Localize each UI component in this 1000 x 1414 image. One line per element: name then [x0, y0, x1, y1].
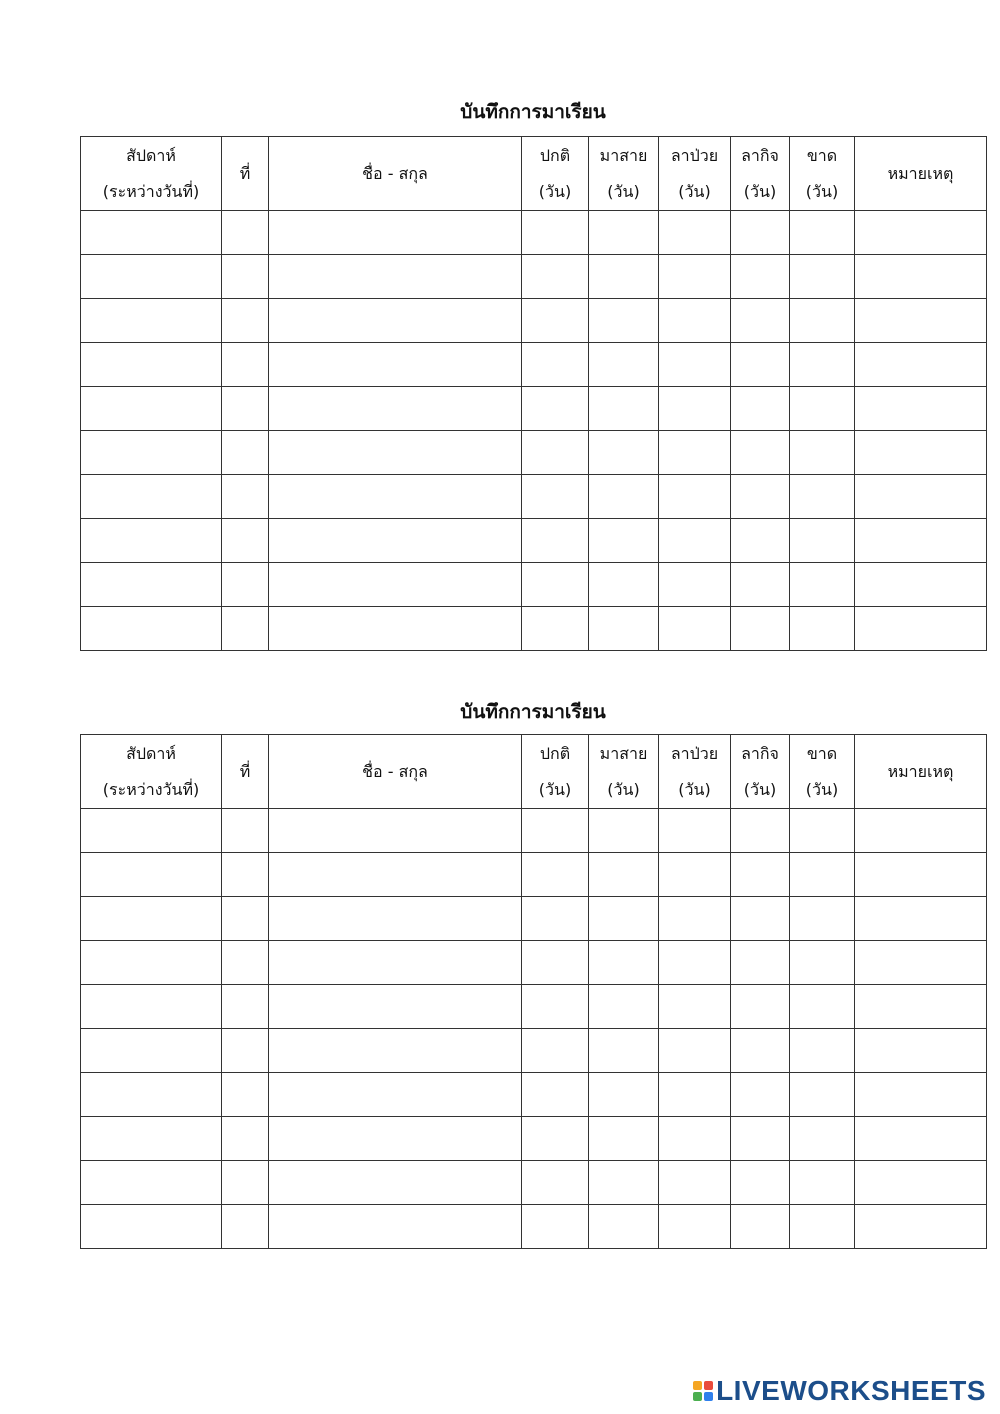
table-cell[interactable]: [269, 1073, 522, 1117]
table-cell[interactable]: [790, 387, 855, 431]
table-cell[interactable]: [855, 475, 987, 519]
table-cell[interactable]: [589, 607, 659, 651]
table-cell[interactable]: [522, 387, 589, 431]
table-row: [81, 519, 987, 563]
table-cell[interactable]: [522, 1161, 589, 1205]
table-cell[interactable]: [522, 809, 589, 853]
table-cell[interactable]: [522, 985, 589, 1029]
header-absent: ขาด (วัน): [790, 137, 855, 211]
table-cell[interactable]: [81, 255, 222, 299]
table-cell[interactable]: [855, 1161, 987, 1205]
table-cell[interactable]: [222, 897, 269, 941]
table-cell[interactable]: [269, 431, 522, 475]
table-cell[interactable]: [81, 985, 222, 1029]
table-cell[interactable]: [731, 897, 790, 941]
header-late: มาสาย (วัน): [589, 735, 659, 809]
table-cell[interactable]: [731, 985, 790, 1029]
table-cell[interactable]: [222, 985, 269, 1029]
logo-square: [693, 1381, 702, 1390]
header-personal-leave: ลากิจ (วัน): [731, 137, 790, 211]
table-cell[interactable]: [855, 1073, 987, 1117]
table-cell[interactable]: [589, 519, 659, 563]
header-personal-leave: ลากิจ (วัน): [731, 735, 790, 809]
table-cell[interactable]: [790, 343, 855, 387]
table-cell[interactable]: [522, 1205, 589, 1249]
table-cell[interactable]: [269, 343, 522, 387]
table-cell[interactable]: [81, 475, 222, 519]
table-cell[interactable]: [659, 387, 731, 431]
table-row: [81, 255, 987, 299]
table-cell[interactable]: [855, 387, 987, 431]
table-cell[interactable]: [659, 255, 731, 299]
table-cell[interactable]: [222, 343, 269, 387]
table-cell[interactable]: [81, 1029, 222, 1073]
table-cell[interactable]: [269, 299, 522, 343]
table-cell[interactable]: [589, 1161, 659, 1205]
table-cell[interactable]: [790, 563, 855, 607]
table-cell[interactable]: [269, 941, 522, 985]
table-row: [81, 1161, 987, 1205]
table-cell[interactable]: [589, 387, 659, 431]
table-cell[interactable]: [81, 343, 222, 387]
table-cell[interactable]: [522, 897, 589, 941]
table-row: [81, 1205, 987, 1249]
table-cell[interactable]: [81, 1161, 222, 1205]
table-cell[interactable]: [522, 607, 589, 651]
table-cell[interactable]: [269, 211, 522, 255]
table-cell[interactable]: [589, 897, 659, 941]
table-cell[interactable]: [659, 1073, 731, 1117]
table-cell[interactable]: [731, 211, 790, 255]
table-cell[interactable]: [790, 1205, 855, 1249]
table-cell[interactable]: [790, 1161, 855, 1205]
table-cell[interactable]: [855, 563, 987, 607]
table-row: [81, 475, 987, 519]
table-cell[interactable]: [269, 387, 522, 431]
table-cell[interactable]: [81, 519, 222, 563]
table-cell[interactable]: [731, 519, 790, 563]
table-cell[interactable]: [222, 563, 269, 607]
table-cell[interactable]: [222, 607, 269, 651]
table-cell[interactable]: [790, 985, 855, 1029]
table-row: [81, 985, 987, 1029]
table-cell[interactable]: [790, 211, 855, 255]
brand-text: LIVEWORKSHEETS: [716, 1375, 986, 1406]
header-name: ชื่อ - สกุล: [269, 137, 522, 211]
table-row: [81, 563, 987, 607]
table-cell[interactable]: [659, 607, 731, 651]
table-cell[interactable]: [855, 211, 987, 255]
header-sick-leave: ลาป่วย (วัน): [659, 137, 731, 211]
table-body: [81, 809, 987, 1249]
table-cell[interactable]: [659, 563, 731, 607]
table-cell[interactable]: [855, 897, 987, 941]
header-row: [81, 735, 987, 809]
table-cell[interactable]: [790, 809, 855, 853]
table-cell[interactable]: [790, 897, 855, 941]
table-cell[interactable]: [222, 1205, 269, 1249]
table-cell[interactable]: [659, 519, 731, 563]
table-cell[interactable]: [81, 299, 222, 343]
table-cell[interactable]: [731, 563, 790, 607]
table-cell[interactable]: [659, 211, 731, 255]
table-cell[interactable]: [522, 1073, 589, 1117]
table-cell[interactable]: [589, 299, 659, 343]
table-row: [81, 1117, 987, 1161]
table-cell[interactable]: [222, 431, 269, 475]
attendance-table: [80, 136, 987, 651]
attendance-table: [80, 734, 987, 1249]
table-cell[interactable]: [731, 1205, 790, 1249]
table-cell[interactable]: [269, 519, 522, 563]
table-cell[interactable]: [269, 897, 522, 941]
table-cell[interactable]: [522, 255, 589, 299]
table-cell[interactable]: [855, 809, 987, 853]
table-cell[interactable]: [222, 299, 269, 343]
table-cell[interactable]: [522, 475, 589, 519]
table-cell[interactable]: [222, 1161, 269, 1205]
table-cell[interactable]: [790, 519, 855, 563]
table-cell[interactable]: [855, 853, 987, 897]
table-cell[interactable]: [81, 897, 222, 941]
table-cell[interactable]: [222, 941, 269, 985]
table-row: [81, 431, 987, 475]
table-cell[interactable]: [659, 853, 731, 897]
table-row: [81, 607, 987, 651]
table-cell[interactable]: [522, 563, 589, 607]
table-cell[interactable]: [790, 607, 855, 651]
header-row: [81, 137, 987, 211]
table-cell[interactable]: [81, 853, 222, 897]
table-cell[interactable]: [855, 255, 987, 299]
table-cell[interactable]: [269, 985, 522, 1029]
table-cell[interactable]: [222, 387, 269, 431]
table-cell[interactable]: [81, 1117, 222, 1161]
table-cell[interactable]: [81, 1205, 222, 1249]
table-cell[interactable]: [522, 1029, 589, 1073]
table-cell[interactable]: [522, 299, 589, 343]
table-cell[interactable]: [659, 475, 731, 519]
table-cell[interactable]: [589, 1029, 659, 1073]
liveworksheets-brand: [693, 1374, 986, 1408]
table-row: [81, 853, 987, 897]
table-cell[interactable]: [522, 343, 589, 387]
table-cell[interactable]: [81, 431, 222, 475]
table-cell[interactable]: [81, 211, 222, 255]
table-cell[interactable]: [659, 941, 731, 985]
header-number: ที่: [222, 735, 269, 809]
table-cell[interactable]: [790, 1029, 855, 1073]
table-cell[interactable]: [269, 563, 522, 607]
table-cell[interactable]: [522, 941, 589, 985]
table-cell[interactable]: [222, 1073, 269, 1117]
table-cell[interactable]: [855, 1029, 987, 1073]
table-cell[interactable]: [589, 431, 659, 475]
table-cell[interactable]: [731, 255, 790, 299]
header-remark: หมายเหตุ: [855, 735, 987, 809]
table-cell[interactable]: [790, 1117, 855, 1161]
table-cell[interactable]: [222, 519, 269, 563]
table-cell[interactable]: [269, 1161, 522, 1205]
table-row: [81, 897, 987, 941]
table-cell[interactable]: [731, 809, 790, 853]
table-body: [81, 211, 987, 651]
header-late: มาสาย (วัน): [589, 137, 659, 211]
header-week: สัปดาห์ (ระหว่างวันที่): [81, 137, 222, 211]
table-cell[interactable]: [855, 941, 987, 985]
table-cell[interactable]: [589, 1205, 659, 1249]
table-cell[interactable]: [222, 1117, 269, 1161]
table-cell[interactable]: [790, 853, 855, 897]
table-row: [81, 211, 987, 255]
table-row: [81, 343, 987, 387]
logo-square: [693, 1392, 702, 1401]
table-cell[interactable]: [659, 1161, 731, 1205]
table-cell[interactable]: [589, 809, 659, 853]
logo-square: [704, 1381, 713, 1390]
table-cell[interactable]: [855, 299, 987, 343]
table-cell[interactable]: [855, 343, 987, 387]
table-cell[interactable]: [731, 1117, 790, 1161]
table-cell[interactable]: [522, 519, 589, 563]
table-cell[interactable]: [81, 387, 222, 431]
table-cell[interactable]: [659, 1029, 731, 1073]
table-cell[interactable]: [589, 211, 659, 255]
table-cell[interactable]: [731, 941, 790, 985]
table-cell[interactable]: [659, 343, 731, 387]
header-number: ที่: [222, 137, 269, 211]
table-cell[interactable]: [222, 255, 269, 299]
table-cell[interactable]: [731, 1073, 790, 1117]
table-cell[interactable]: [731, 1029, 790, 1073]
table-cell[interactable]: [731, 1161, 790, 1205]
table-cell[interactable]: [855, 1205, 987, 1249]
header-name: ชื่อ - สกุล: [269, 735, 522, 809]
table-cell[interactable]: [81, 563, 222, 607]
table-cell[interactable]: [659, 1205, 731, 1249]
header-sick-leave: ลาป่วย (วัน): [659, 735, 731, 809]
table-cell[interactable]: [522, 211, 589, 255]
table-cell[interactable]: [81, 607, 222, 651]
logo-square: [704, 1392, 713, 1401]
table-row: [81, 299, 987, 343]
table-cell[interactable]: [790, 299, 855, 343]
table-row: [81, 1073, 987, 1117]
header-normal: ปกติ (วัน): [522, 137, 589, 211]
table-cell[interactable]: [731, 387, 790, 431]
table-cell[interactable]: [659, 985, 731, 1029]
table-cell[interactable]: [81, 1073, 222, 1117]
table-cell[interactable]: [731, 431, 790, 475]
table-cell[interactable]: [269, 607, 522, 651]
table-cell[interactable]: [731, 607, 790, 651]
header-remark: หมายเหตุ: [855, 137, 987, 211]
table-cell[interactable]: [790, 941, 855, 985]
table-cell[interactable]: [222, 211, 269, 255]
table-cell[interactable]: [522, 1117, 589, 1161]
table-cell[interactable]: [659, 809, 731, 853]
table-cell[interactable]: [222, 809, 269, 853]
header-normal: ปกติ (วัน): [522, 735, 589, 809]
liveworksheets-logo-icon: [693, 1381, 713, 1401]
table-cell[interactable]: [589, 853, 659, 897]
table-cell[interactable]: [731, 299, 790, 343]
header-week: สัปดาห์ (ระหว่างวันที่): [81, 735, 222, 809]
table-row: [81, 809, 987, 853]
table-cell[interactable]: [589, 255, 659, 299]
table-cell[interactable]: [269, 809, 522, 853]
table-cell[interactable]: [589, 475, 659, 519]
table-cell[interactable]: [790, 475, 855, 519]
table-cell[interactable]: [855, 519, 987, 563]
table-cell[interactable]: [222, 1029, 269, 1073]
section-title: บันทึกการมาเรียน: [460, 101, 606, 123]
header-absent: ขาด (วัน): [790, 735, 855, 809]
table-cell[interactable]: [222, 475, 269, 519]
table-cell[interactable]: [855, 607, 987, 651]
table-cell[interactable]: [81, 941, 222, 985]
table-cell[interactable]: [589, 1073, 659, 1117]
table-cell[interactable]: [659, 1117, 731, 1161]
table-row: [81, 941, 987, 985]
table-row: [81, 1029, 987, 1073]
table-cell[interactable]: [589, 343, 659, 387]
table-cell[interactable]: [589, 985, 659, 1029]
table-cell[interactable]: [855, 985, 987, 1029]
table-row: [81, 387, 987, 431]
table-cell[interactable]: [81, 809, 222, 853]
table-cell[interactable]: [731, 475, 790, 519]
table-cell[interactable]: [589, 941, 659, 985]
table-cell[interactable]: [589, 1117, 659, 1161]
table-cell[interactable]: [269, 853, 522, 897]
table-cell[interactable]: [269, 475, 522, 519]
table-cell[interactable]: [855, 431, 987, 475]
table-cell[interactable]: [790, 431, 855, 475]
table-cell[interactable]: [731, 853, 790, 897]
section-title: บันทึกการมาเรียน: [460, 701, 606, 723]
table-cell[interactable]: [659, 431, 731, 475]
table-cell[interactable]: [589, 563, 659, 607]
table-cell[interactable]: [269, 1029, 522, 1073]
table-cell[interactable]: [855, 1117, 987, 1161]
table-cell[interactable]: [659, 897, 731, 941]
table-cell[interactable]: [269, 255, 522, 299]
table-cell[interactable]: [222, 853, 269, 897]
table-cell[interactable]: [522, 431, 589, 475]
table-cell[interactable]: [659, 299, 731, 343]
table-cell[interactable]: [269, 1117, 522, 1161]
table-cell[interactable]: [522, 853, 589, 897]
table-cell[interactable]: [731, 343, 790, 387]
table-cell[interactable]: [269, 1205, 522, 1249]
table-cell[interactable]: [790, 1073, 855, 1117]
table-cell[interactable]: [790, 255, 855, 299]
